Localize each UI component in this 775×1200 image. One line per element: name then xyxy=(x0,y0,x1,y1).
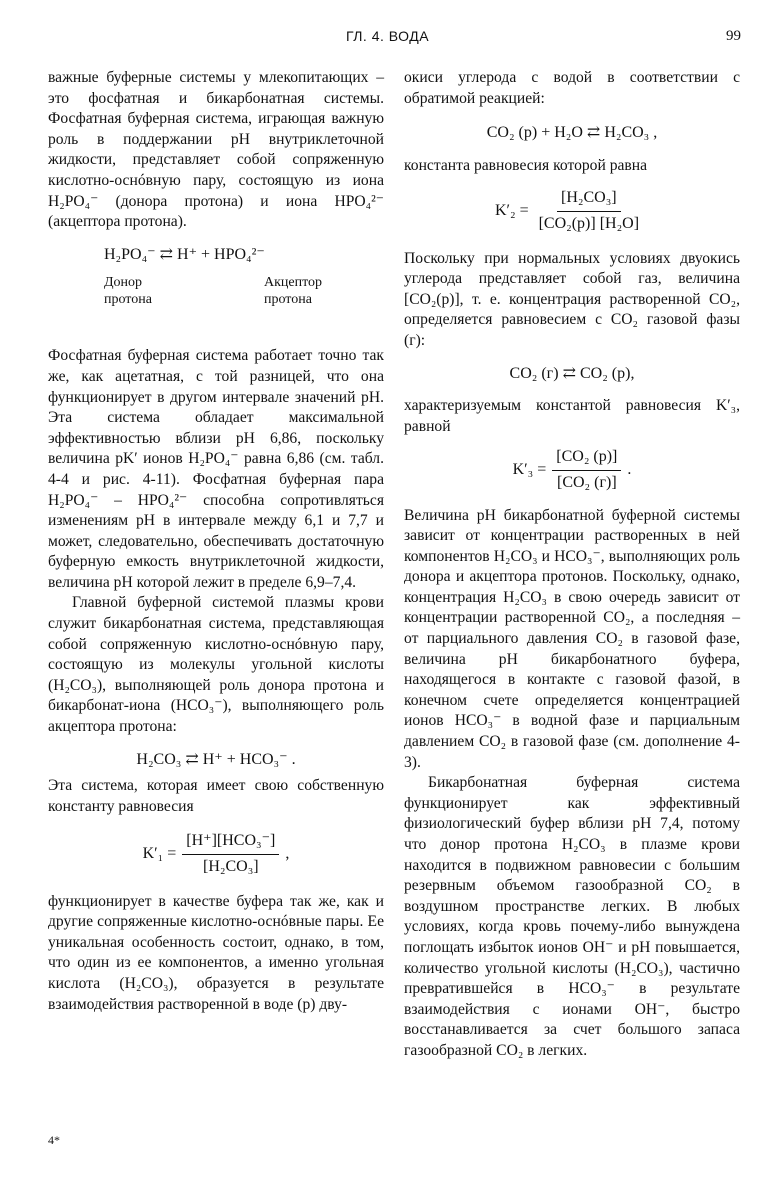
k3-lhs: K′₃ = xyxy=(512,461,547,479)
paragraph: Главной буферной системой плазмы крови служит бикарбонатная система, представляющая собой сопряженную кислотно-оснóвную пару, состоящую из молекулы угольной кислоты (H₂CO₃), выполняющей роль донора протона и бикарбонат-иона (HCO₃⁻), выполняющего роль акцептора протона: xyxy=(48,594,384,736)
paragraph: Фосфатная буферная система работает точно так же, как ацетатная, с той разницей, что она функционирует в другом интервале значений pH. Эта система обладает максимальной эффективностью вблизи pH 6,86, поскольку величина pK′ ионов H₂PO₄⁻ равна 6,86 (см. табл. 4-4 и рис. 4-11). Фосфатная буферная пара H₂PO₄⁻ – HPO₄²⁻ способна сопротивляться изменениям pH в интервале между 6,1 и 7,7 и может, следовательно, обеспечивать достаточную буферную емкость внутриклеточной жидкости, величина pH которой лежит в пределе 6,9–7,4. xyxy=(48,347,384,591)
equation-bicarbonate: H₂CO₃ ⇄ H⁺ + HCO₃⁻ . xyxy=(136,750,296,768)
page-number: 99 xyxy=(726,28,741,44)
equation-k1 xyxy=(48,831,384,877)
equation-phosphate-block xyxy=(48,245,384,309)
equation-phosphate: H₂PO₄⁻ ⇄ H⁺ + HPO₄²⁻ xyxy=(104,245,265,263)
label-donor: Донор протона xyxy=(104,275,152,308)
k1-denominator: [H₂CO₃] xyxy=(203,858,259,875)
signature-mark: 4* xyxy=(48,1133,60,1147)
paragraph: Эта система, которая имеет свою собственную константу равновесия xyxy=(48,777,384,815)
k2-fraction xyxy=(535,188,643,234)
right-column xyxy=(404,68,740,1062)
paragraph: характеризуемым константой равновесия K′₃, равной xyxy=(404,397,740,435)
paragraph: важные буферные системы у млекопитающих – это фосфатная и бикарбонатная системы. Фосфатная буферная система, играющая важную роль в поддержании pH внутриклеточной жидкости, представляет собой сопряженную кислотно-оснóвную пару, состоящую из иона H₂PO₄⁻ (донора протона) и иона HPO₄²⁻ (акцептора протона). xyxy=(48,69,384,231)
k2-lhs: K′₂ = xyxy=(494,202,529,220)
equation-k2 xyxy=(404,188,740,234)
paragraph: Величина pH бикарбонатной буферной системы зависит от концентрации растворенных в ней компонентов H₂CO₃ и HCO₃⁻, выполняющих роль донора и акцептора протонов. Поскольку, однако, концентрация H₂CO₃ в свою очередь зависит от концентрации растворенной CO₂, а последняя – от парциального давления CO₂ в газовой фазе, величина pH бикарбонатного буфера, находящегося в контакте с газовой фазой, в конечном счете определяется концентрацией ионов HCO₃⁻ в водной фазе и парциальным давлением CO₂ в газовой фазе (см. дополнение 4-3). xyxy=(404,506,740,771)
label-acceptor: Акцептор протона xyxy=(264,275,323,308)
equation-k3 xyxy=(404,447,740,493)
k1-fraction xyxy=(182,831,279,877)
left-column xyxy=(48,68,384,1015)
k1-lhs: K′₁ = xyxy=(142,845,177,863)
paragraph: окиси углерода с водой в соответствии с обратимой реакцией: xyxy=(404,69,740,107)
k3-tail: . xyxy=(627,461,632,479)
equation-labels xyxy=(48,274,384,308)
equation-co2-gas: CO₂ (г) ⇄ CO₂ (р), xyxy=(509,364,635,382)
k3-fraction xyxy=(552,447,621,493)
k1-numerator: [H⁺][HCO₃⁻] xyxy=(182,831,279,855)
chapter-title: ГЛ. 4. ВОДА xyxy=(345,28,430,44)
k2-numerator: [H₂CO₃] xyxy=(557,188,621,212)
equation-co2-hydration: CO₂ (р) + H₂O ⇄ H₂CO₃ , xyxy=(486,124,658,142)
k1-tail: , xyxy=(285,845,290,863)
k3-denominator: [CO₂ (г)] xyxy=(556,473,617,491)
paragraph: Бикарбонатная буферная система функционирует как эффективный физиологический буфер вблизи pH 7,4, потому что донор протона H₂CO₃ в плазме крови находится в подвижном равновесии с большим резервным объемом газообразной CO₂ в воздушном пространстве легких. В любых условиях, когда кровь почему-либо вынуждена поглощать избыток ионов OH⁻ и pH повышается, количество угольной кислоты (H₂CO₃), частично превратившейся в HCO₃⁻ в результате взаимодействия с ионами OH⁻, быстро восстанавливается за счет большого запаса газообразной CO₂ в легких. xyxy=(404,774,740,1059)
paragraph: функционирует в качестве буфера так же, как и другие сопряженные кислотно-оснóвные пары. Ее уникальная особенность состоит, однако, в том, что один из ее компонентов, а именно угольная кислота (H₂CO₃), образуется в результате взаимодействия растворенной в воде (р) дву- xyxy=(48,892,384,1013)
k3-numerator: [CO₂ (р)] xyxy=(552,447,621,471)
page-header xyxy=(0,28,775,50)
k2-denominator: [CO₂(р)] [H₂O] xyxy=(538,214,640,232)
paragraph: Поскольку при нормальных условиях двуокись углерода представляет собой газ, величина [CO₂(р)], т. е. концентрация растворенной CO₂, определяется равновесием с CO₂ газовой фазы (г): xyxy=(404,249,740,349)
paragraph: константа равновесия которой равна xyxy=(404,156,648,174)
